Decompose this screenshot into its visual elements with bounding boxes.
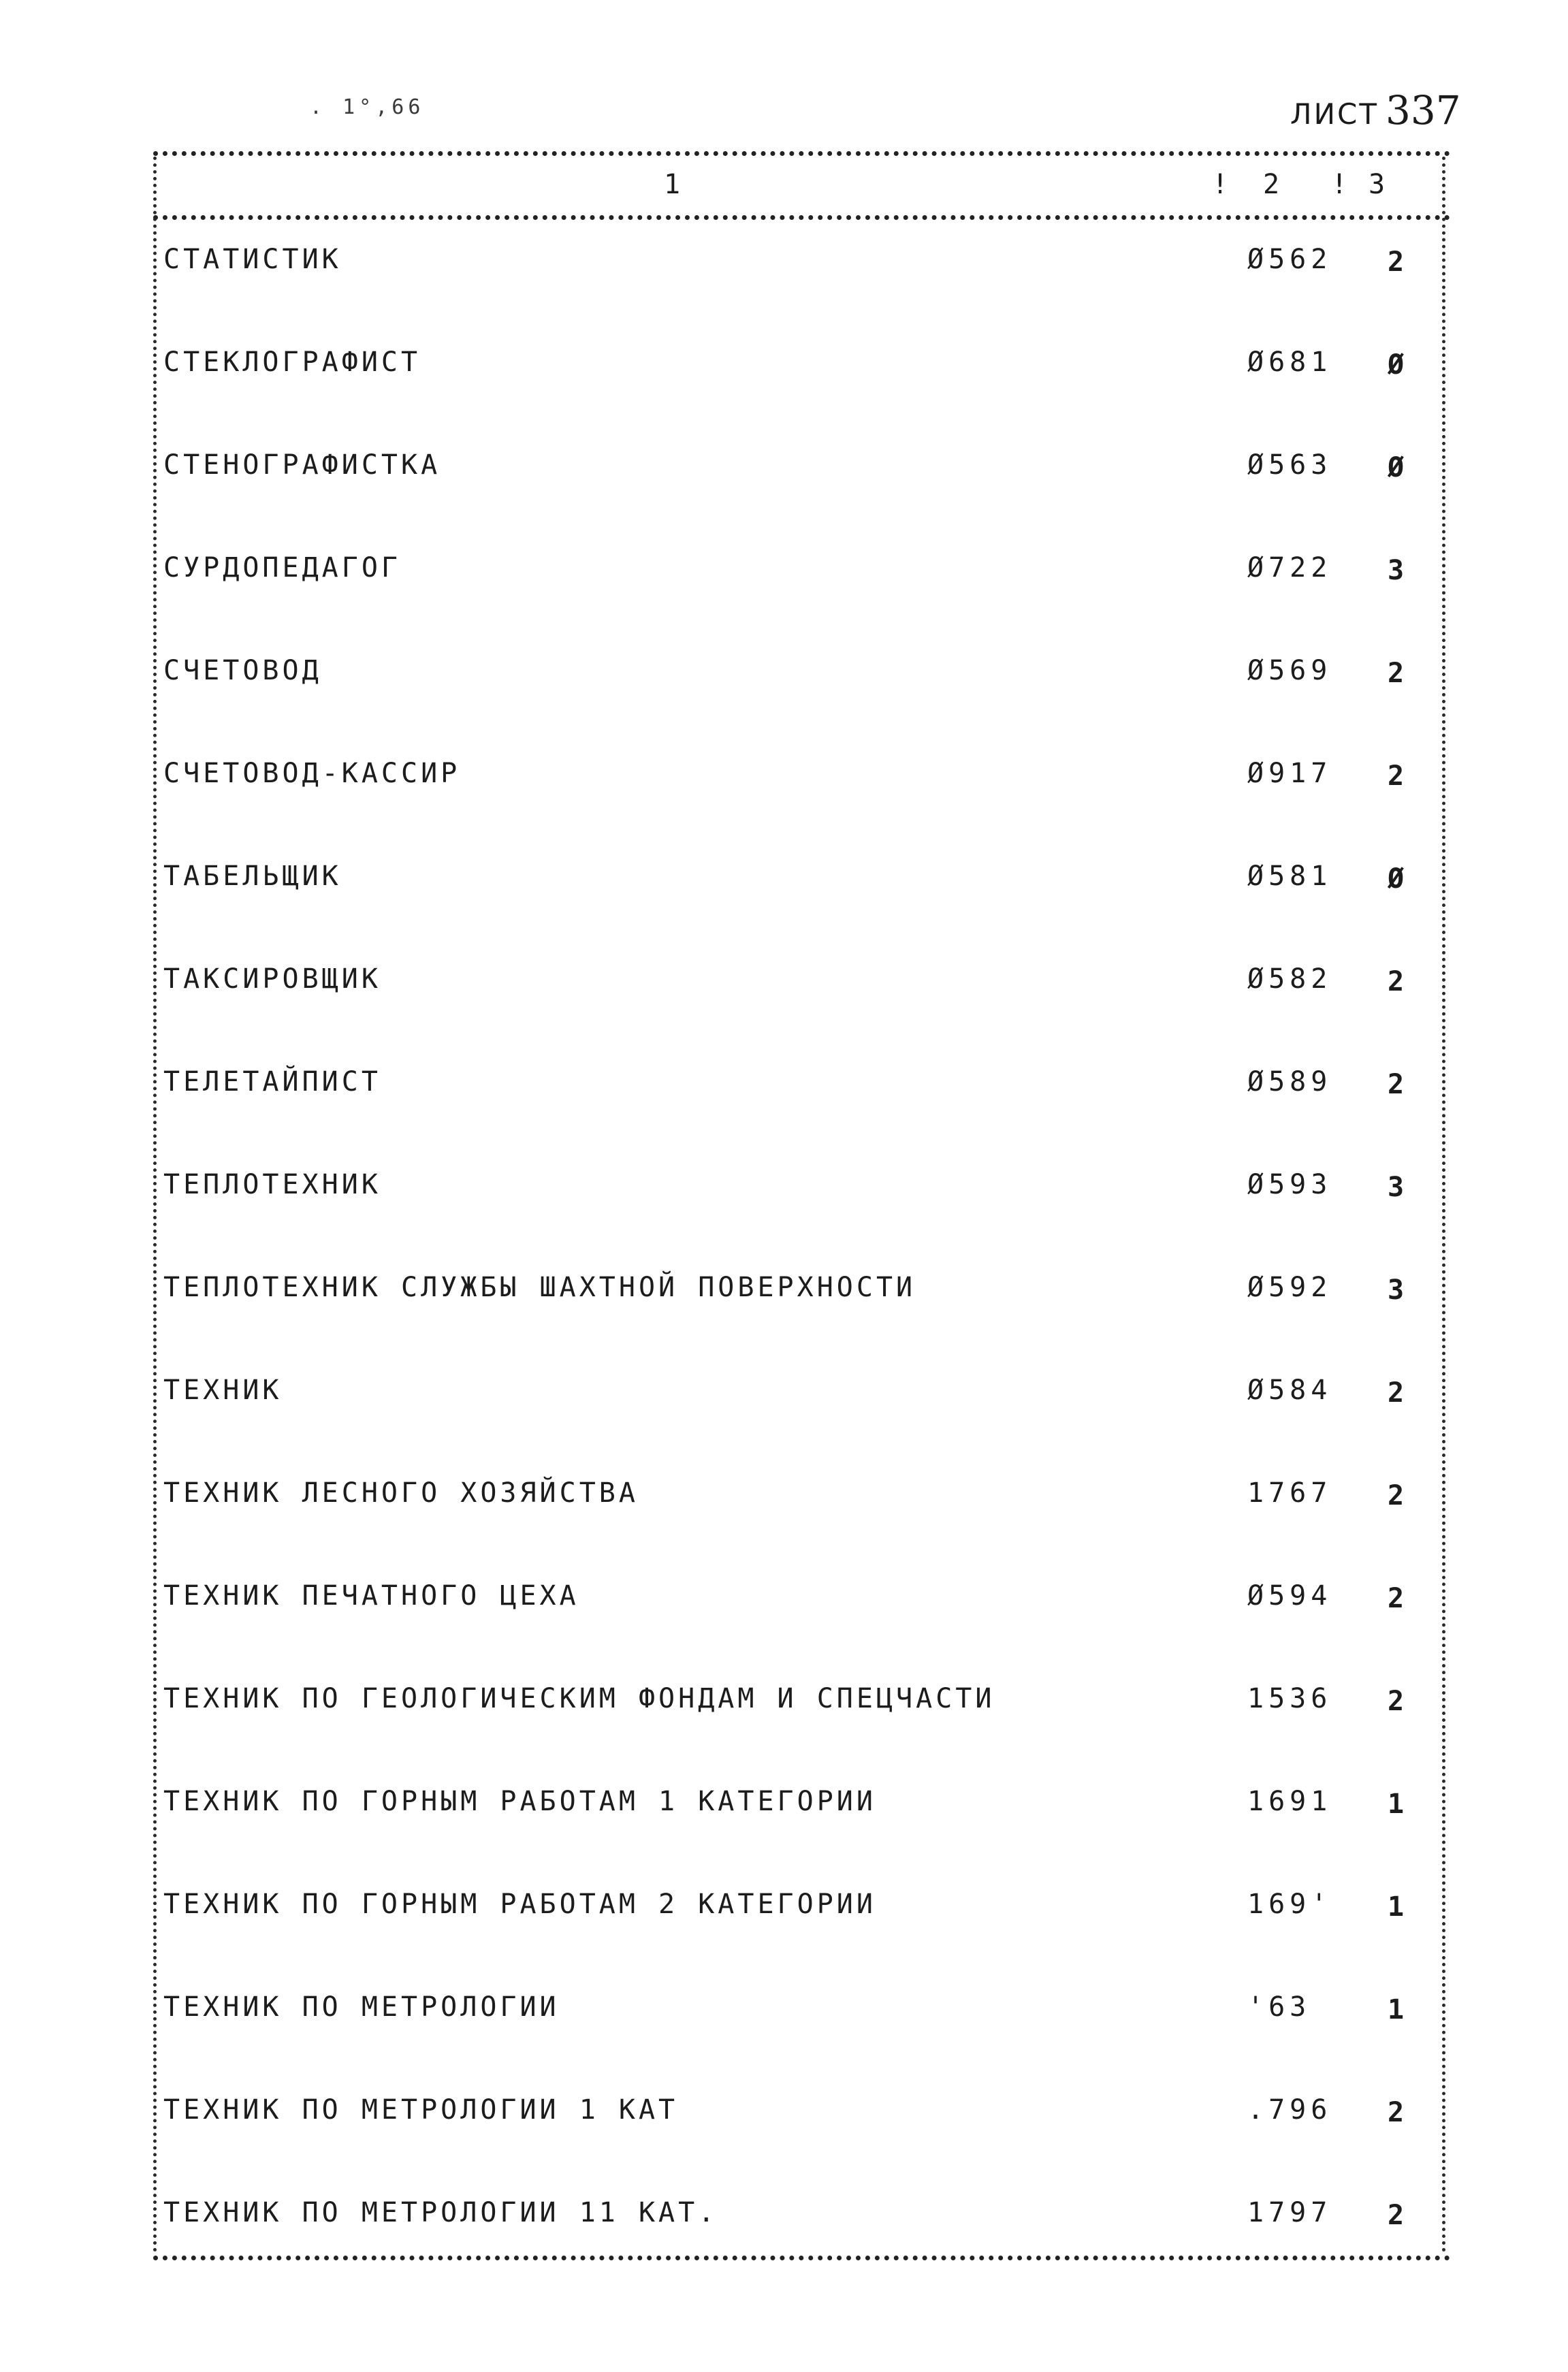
table-row [163,1375,1437,1415]
table-row [163,552,1437,593]
profession-category: Ø [1388,452,1405,483]
profession-category: 2 [1388,1583,1405,1614]
profession-code: Ø589 [1247,1066,1332,1097]
profession-category: Ø [1388,863,1405,895]
column-header-3: 3 [1369,169,1386,200]
profession-code: Ø584 [1247,1375,1332,1406]
table-row [163,1169,1437,1210]
profession-code: Ø582 [1247,963,1332,995]
profession-name: ТЕХНИК ПО МЕТРОЛОГИИ 11 КАТ. [163,2197,718,2228]
table-row [163,963,1437,1004]
profession-code: 1691 [1247,1786,1332,1817]
profession-category: 1 [1388,1994,1405,2025]
profession-code: 1767 [1247,1477,1332,1509]
table-row [163,449,1437,490]
profession-code: '63 [1247,1991,1311,2023]
column-header-2: 2 [1263,169,1280,200]
profession-code: Ø562 [1247,244,1332,275]
profession-name: СЧЕТОВОД-КАССИР [163,758,461,789]
profession-name: ТЕПЛОТЕХНИК СЛУЖБЫ ШАХТНОЙ ПОВЕРХНОСТИ [163,1272,916,1303]
profession-code: Ø581 [1247,861,1332,892]
profession-name: ТЕХНИК ПО ГОРНЫМ РАБОТАМ 1 КАТЕГОРИИ [163,1786,876,1817]
profession-name: ТЕХНИК ПО ГОРНЫМ РАБОТАМ 2 КАТЕГОРИИ [163,1889,876,1920]
profession-name: ТАКСИРОВЩИК [163,963,381,995]
column-header-1: 1 [664,169,681,200]
profession-category: 2 [1388,658,1405,689]
profession-name: СУРДОПЕДАГОГ [163,552,401,583]
profession-name: ТЕХНИК ПЕЧАТНОГО ЦЕХА [163,1580,579,1612]
table-row [163,1477,1437,1518]
profession-category: 3 [1388,555,1405,586]
profession-category: 2 [1388,760,1405,792]
profession-code: Ø917 [1247,758,1332,789]
table-row [163,1889,1437,1929]
table-row [163,2094,1437,2135]
profession-category: Ø [1388,349,1405,381]
table-row [163,861,1437,901]
table-right-border [1442,157,1445,2254]
profession-code: Ø594 [1247,1580,1332,1612]
table-row [163,1580,1437,1621]
profession-name: СТЕНОГРАФИСТКА [163,449,441,481]
profession-category: 1 [1388,1789,1405,1820]
profession-name: ТЕХНИК ПО ГЕОЛОГИЧЕСКИМ ФОНДАМ И СПЕЦЧАСТИ [163,1683,995,1714]
profession-name: ТЕХНИК ЛЕСНОГО ХОЗЯЙСТВА [163,1477,639,1509]
profession-name: ТЕЛЕТАЙПИСТ [163,1066,381,1097]
table-row [163,655,1437,696]
profession-category: 2 [1388,1069,1405,1100]
table-left-border [153,157,157,2254]
column-separator: ! [1331,169,1348,200]
sheet-label [1290,87,1461,133]
profession-name: ТЕХНИК [163,1375,283,1406]
profession-code: Ø593 [1247,1169,1332,1200]
table-row [163,758,1437,799]
profession-category: 2 [1388,966,1405,997]
profession-category: 2 [1388,246,1405,278]
profession-category: 3 [1388,1275,1405,1306]
profession-name: ТАБЕЛЬЩИК [163,861,342,892]
table-row [163,2197,1437,2238]
profession-category: 2 [1388,1686,1405,1717]
profession-name: ТЕХНИК ПО МЕТРОЛОГИИ 1 КАТ [163,2094,679,2126]
profession-code: Ø722 [1247,552,1332,583]
profession-code: Ø569 [1247,655,1332,686]
table-row [163,347,1437,387]
profession-category: 2 [1388,1377,1405,1409]
header-reference: . 1°,66 [310,95,425,119]
profession-category: 2 [1388,1480,1405,1511]
profession-category: 3 [1388,1172,1405,1203]
table-top-border [153,151,1450,156]
header-bottom-border [153,215,1450,220]
profession-code: 169' [1247,1889,1332,1920]
table-row [163,1991,1437,2032]
profession-code: 1536 [1247,1683,1332,1714]
table-bottom-border [153,2256,1450,2260]
table-row [163,1683,1437,1724]
profession-name: ТЕХНИК ПО МЕТРОЛОГИИ [163,1991,560,2023]
profession-name: СЧЕТОВОД [163,655,322,686]
column-separator: ! [1212,169,1229,200]
sheet-number: 337 [1385,87,1461,133]
sheet-word: ЛИСТ [1290,97,1379,131]
table-row [163,244,1437,285]
profession-code: Ø681 [1247,347,1332,378]
table-row [163,1066,1437,1107]
profession-name: СТЕКЛОГРАФИСТ [163,347,421,378]
profession-code: Ø563 [1247,449,1332,481]
table-row [163,1272,1437,1313]
profession-category: 2 [1388,2097,1405,2128]
profession-name: СТАТИСТИК [163,244,342,275]
profession-category: 1 [1388,1891,1405,1923]
profession-code: .796 [1247,2094,1332,2126]
profession-code: Ø592 [1247,1272,1332,1303]
profession-name: ТЕПЛОТЕХНИК [163,1169,381,1200]
profession-category: 2 [1388,2200,1405,2231]
profession-code: 1797 [1247,2197,1332,2228]
table-row [163,1786,1437,1827]
